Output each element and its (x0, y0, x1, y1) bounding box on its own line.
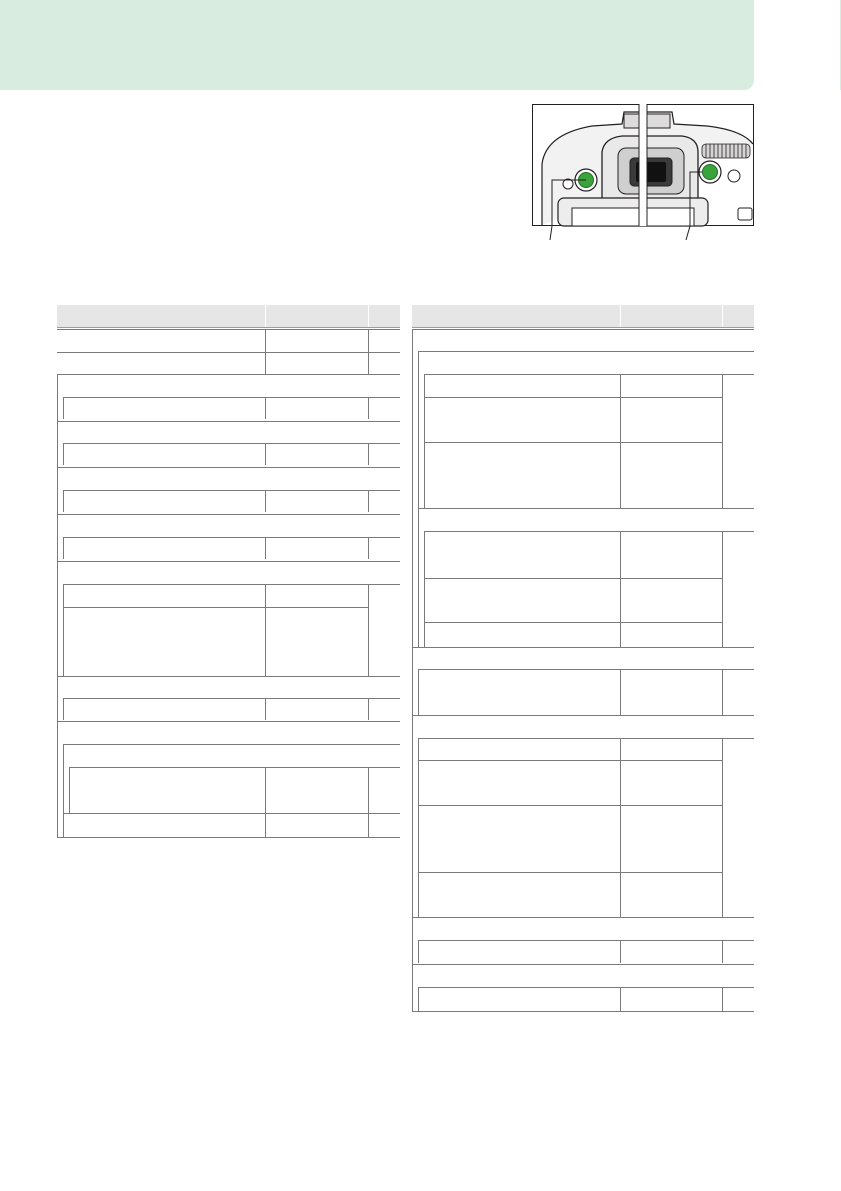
table-row (412, 1011, 754, 1012)
right-table-header (412, 305, 754, 328)
header-divider (757, 0, 759, 90)
table-row (57, 374, 400, 375)
table-row (412, 964, 754, 965)
table-row (57, 421, 400, 422)
table-row (412, 715, 754, 716)
table-row (57, 676, 400, 677)
table-row (57, 467, 400, 468)
table-row (57, 837, 400, 838)
table-row (57, 514, 400, 515)
page-header-band (0, 0, 754, 90)
table-row (57, 721, 400, 722)
table-row (412, 329, 754, 330)
table-row (57, 561, 400, 562)
left-table-header (57, 305, 400, 328)
table-row (57, 352, 400, 353)
table-row (57, 329, 400, 330)
camera-back-illustration (532, 104, 754, 240)
table-row (412, 647, 754, 648)
table-row (412, 917, 754, 918)
